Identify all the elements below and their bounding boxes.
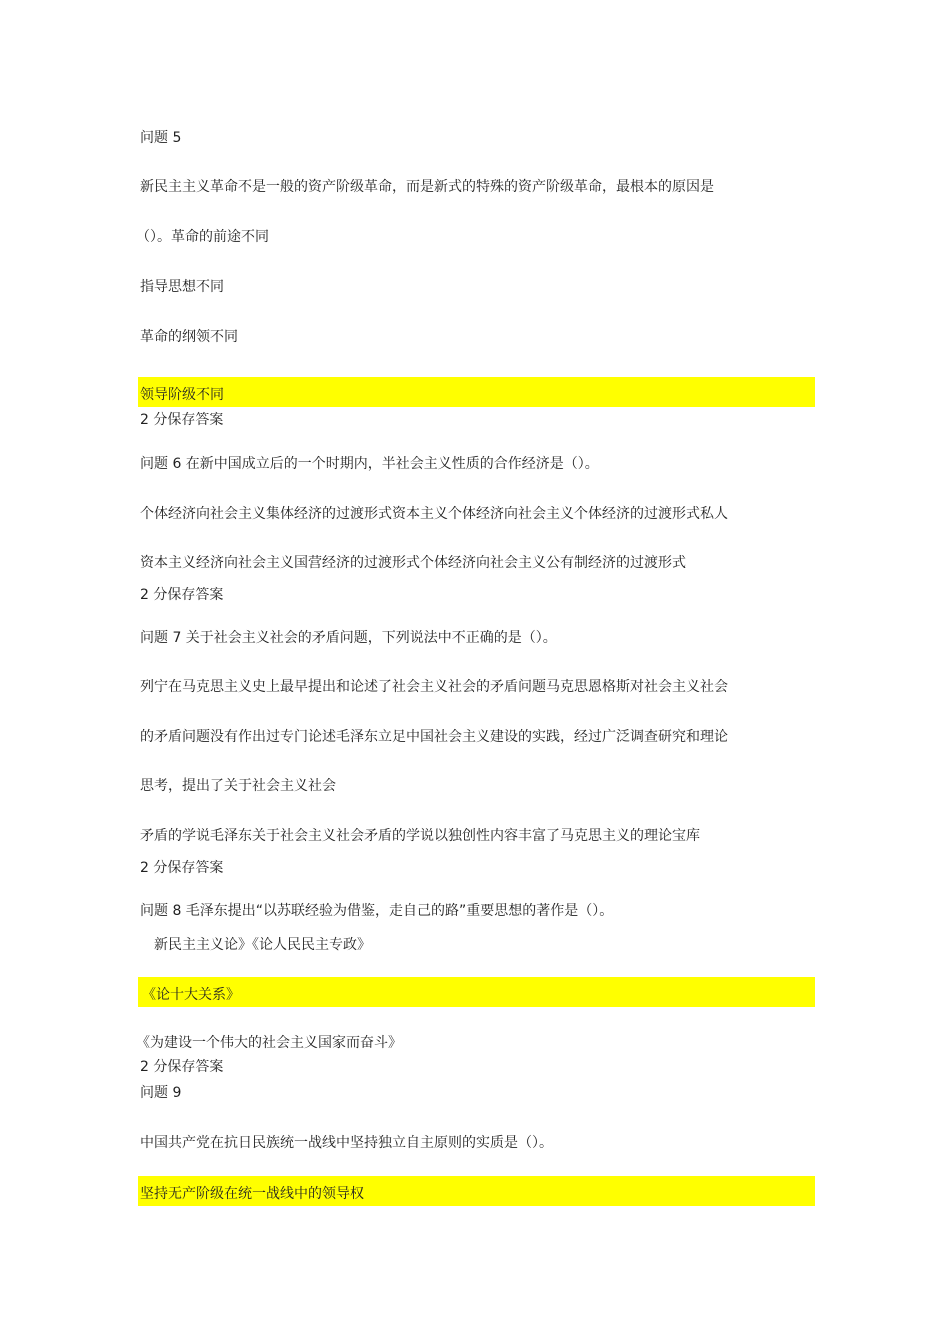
question-5-answer-text: 领导阶级不同 <box>140 387 224 403</box>
question-5-footer: 2 分保存答案 <box>140 412 224 428</box>
question-8-answer-text: 《论十大关系》 <box>142 987 240 1003</box>
question-6-stem: 问题 6 在新中国成立后的一个时期内，半社会主义性质的合作经济是（）。 <box>140 456 599 472</box>
question-6-footer: 2 分保存答案 <box>140 587 224 603</box>
question-7-options-cont: 思考，提出了关于社会主义社会 <box>140 778 336 794</box>
question-5-option: 指导思想不同 <box>140 279 224 295</box>
question-7-stem: 问题 7 关于社会主义社会的矛盾问题，下列说法中不正确的是（）。 <box>140 630 557 646</box>
question-8-option: 《为建设一个伟大的社会主义国家而奋斗》 <box>136 1035 402 1051</box>
question-7-footer: 2 分保存答案 <box>140 860 224 876</box>
question-5-answer-highlight <box>138 377 815 407</box>
question-6-options: 个体经济向社会主义集体经济的过渡形式资本主义个体经济向社会主义个体经济的过渡形式私人 <box>140 506 728 522</box>
question-5-stem-cont: （）。革命的前途不同 <box>136 229 269 245</box>
question-9-stem: 中国共产党在抗日民族统一战线中坚持独立自主原则的实质是（）。 <box>140 1135 553 1151</box>
question-9-title: 问题 9 <box>140 1085 182 1101</box>
question-5-stem: 新民主主义革命不是一般的资产阶级革命，而是新式的特殊的资产阶级革命，最根本的原因是 <box>140 179 714 195</box>
question-8-answer-highlight <box>138 977 815 1007</box>
question-5-option: 革命的纲领不同 <box>140 329 238 345</box>
question-8-options: 新民主主义论》《论人民民主专政》 <box>154 937 371 953</box>
question-7-options: 列宁在马克思主义史上最早提出和论述了社会主义社会的矛盾问题马克思恩格斯对社会主义社会 <box>140 679 728 695</box>
question-6-options-cont: 资本主义经济向社会主义国营经济的过渡形式个体经济向社会主义公有制经济的过渡形式 <box>140 555 686 571</box>
question-9-answer-highlight <box>138 1176 815 1206</box>
question-8-stem: 问题 8 毛泽东提出“以苏联经验为借鉴，走自己的路”重要思想的著作是（）。 <box>140 903 614 919</box>
question-5-title: 问题 5 <box>140 130 182 146</box>
question-7-options-cont: 矛盾的学说毛泽东关于社会主义社会矛盾的学说以独创性内容丰富了马克思主义的理论宝库 <box>140 828 700 844</box>
question-7-options-cont: 的矛盾问题没有作出过专门论述毛泽东立足中国社会主义建设的实践，经过广泛调查研究和理论 <box>140 729 728 745</box>
question-8-footer: 2 分保存答案 <box>140 1059 224 1075</box>
question-9-answer-text: 坚持无产阶级在统一战线中的领导权 <box>140 1186 364 1202</box>
